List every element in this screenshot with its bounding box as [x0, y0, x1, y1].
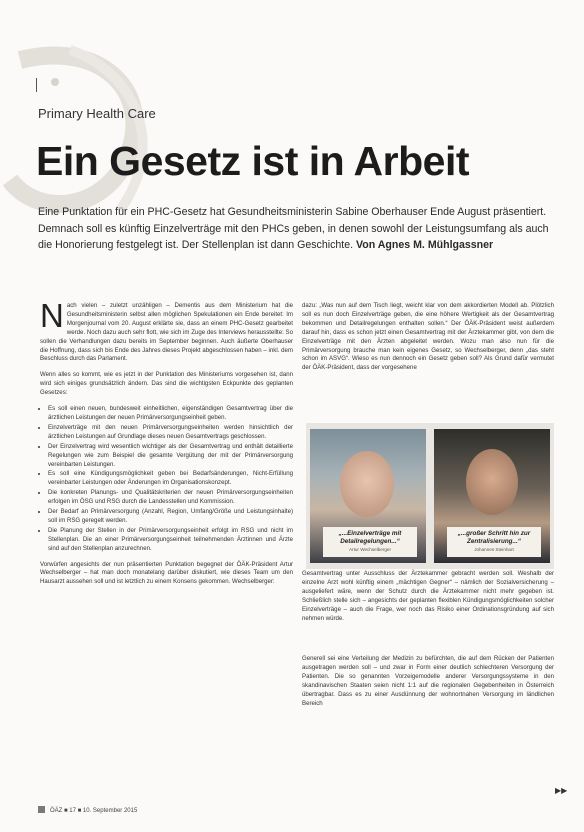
list-item: • Es soll einen neuen, bundesweit einheitlichen, eigenständigen Gesamtvertrag über die ärztlichen Leistungen der neuen Primärversorgungseinheit geben. — [48, 405, 293, 423]
dropcap: N — [40, 297, 64, 334]
double-arrow-right-icon: ▶▶ — [555, 786, 568, 795]
photo-block — [306, 423, 554, 569]
list-item: • Der Einzelvertrag wird wesentlich wichtiger als der Gesamtvertrag und enthält detaillierte Regelungen wie zum Beispiel die gesamte Vergütung der mit der Primärversorgung vereinbarten Leistungen. — [48, 443, 293, 470]
caption-quote: „...großer Schritt hin zur Zentralisierung...“ — [457, 530, 531, 545]
list-item: • Der Bedarf an Primärversorgung (Anzahl, Region, Umfang/Größe und Leistungsinhalte) soll im RSG geregelt werden. — [48, 508, 293, 526]
paragraph: Wenn alles so kommt, wie es jetzt in der Punktation des Ministeriums vorgesehen ist, dann wird sich einiges grundsätzlich ändern. Das sind die wichtigsten Eckpunkte des geplanten Gesetzes: — [40, 371, 293, 397]
photo-caption — [323, 527, 417, 557]
list-item: • Einzelverträge mit den neuen Primärversorgungseinheiten werden hinsichtlich der ärztlichen Leistungen auf Grundlage dieses neuen Gesamtvertrags geschlossen. — [48, 424, 293, 442]
page-footer: ÖÄZ ■ 17 ■ 10. September 2015 — [50, 808, 138, 814]
paragraph: Gesamtvertrag unter Ausschluss der Ärztekammer gebracht werden soll. Weshalb der einzelne Arzt wohl künftig einem „mächtigen Gegner“ – nämlich der Sozialversicherung – ausgeliefert wäre, wenn der Schutz durch die Ärztekammer nicht mehr gegeben ist. Schließlich stelle sich – angesichts der geplanten flexiblen Kündigungsmöglichkeiten solcher Einzelverträge – auch die Frage, wer noch das Risiko einer Ordinationsgründung auf sich nehmen würde. — [302, 570, 554, 622]
headline: Ein Gesetz ist in Arbeit — [36, 138, 470, 184]
paragraph: dazu: „Was nun auf dem Tisch liegt, weicht klar von dem akkordierten Modell ab. Plötzlich soll es nun doch Einzelverträge geben, die eine höhere Wertigkeit als der Gesamtvertrag bekommen und Detailregelungen enthalten sollen.“ Der ÖÄK-Präsident weist außerdem darauf hin, dass es schon jetzt einen Gesamtvertrag mit der Ärztekammer gibt, von dem die Einzelverträge mit den Ärzten abgeleitet werden. Wozu man also nun für die Primärversorgung brauche man kein eigenes Gesetz, so Wechselberger, denn „das steht schon im ASVG“. Wieso es nun dennoch ein Gesetz geben soll? Als Grund dafür vermutet der ÖÄK-Präsident, dass der vorgesehene — [302, 302, 554, 372]
list-item: • Die Planung der Stellen in der Primärversorgungseinheit erfolgt im RSG und nicht im Stellenplan. Die an einer Primärversorgungseinheit teilnehmenden Ärztinnen und Ärzte sind auf den Stellenplan anzurechnen. — [48, 527, 293, 554]
caption-quote: „...Einzelverträge mit Detailregelungen...“ — [338, 530, 402, 545]
list-item: • Es soll eine Kündigungsmöglichkeit geben bei Bedarfsänderungen, Nicht-Erfüllung vereinbarter Leistungen oder Änderungen im Organisationskonzept. — [48, 470, 293, 488]
right-column-middle — [302, 570, 554, 630]
right-column-top — [302, 302, 554, 380]
intro-text: ach vielen – zuletzt unzähligen – Dementis aus dem Ministerium hat die Gesundheitsministerin selbst allen möglichen Spekulationen ein Ende bereitet: Im Morgenjournal vom 20. August erklärte sie, dass an einem PHC-Gesetz gearbeitet werde. Noch dazu auch sehr flott, wie sich im Zuge des Interviews herausstellte: So sollen die Verhandlungen dazu bereits im September beginnen. Auch äußerte Oberhauser die Hoffnung, dass sich bis Ende des Jahres dieses Projekt abgeschlossen haben – inkl. dem Beschluss durch das Parlament. — [40, 302, 293, 363]
caption-name: Johannes Steinhart — [474, 547, 514, 552]
key-points-list — [40, 405, 293, 554]
face-shape — [466, 449, 518, 515]
paragraph: Generell sei eine Verteilung der Medizin zu befürchten, die auf dem Rücken der Patienten ausgetragen werden soll – und zwar in Form einer deutlich schlechteren Versorgung der Patienten. Die so genannten Vorzeigemodelle anderer Versorgungssysteme in den skandinavischen Staaten seien nicht 1:1 auf die regionalen Gegebenheiten in Österreich übertragbar. Dass es zu einer Ausdünnung der wohnortnahen Versorgung im ländlichen Bereich — [302, 655, 554, 707]
portrait-photo — [310, 429, 426, 563]
section-kicker: Primary Health Care — [38, 106, 156, 121]
photo-caption — [447, 527, 541, 557]
caption-name: Artur Wechselberger — [348, 547, 392, 552]
footer-square-icon — [38, 806, 45, 813]
list-item: • Die konkreten Planungs- und Qualitätskriterien der neuen Primärversorgungseinheiten erfolgen im ÖSG und RSG durch die Landesstellen und Kommission. — [48, 489, 293, 507]
lead-text: Eine Punktation für ein PHC-Gesetz hat Gesundheitsministerin Sabine Oberhauser Ende August präsentiert. Demnach soll es künftig Einzelverträge mit den PHCs geben, in denen sowohl der Leistungsumfang als auch die Honorierung festgelegt ist. Der Stellenplan ist dann Geschichte. — [38, 206, 549, 252]
left-column — [40, 297, 293, 594]
right-column-bottom — [302, 655, 554, 715]
portrait-photo — [434, 429, 550, 563]
paragraph: Vorwürfen angesichts der nun präsentierten Punktation begegnet der ÖÄK-Präsident Artur Wechselberger – hat man doch monatelang darüber diskutiert, wie dieses Team um den Hausarzt aussehen soll und ist letztlich zu einem Konsens gekommen. Wechselberger: — [40, 560, 293, 586]
face-shape — [340, 451, 394, 517]
section-marker — [36, 78, 40, 92]
intro-paragraph — [40, 297, 293, 364]
lead-paragraph — [38, 204, 558, 254]
author-byline: Von Agnes M. Mühlgassner — [356, 239, 494, 252]
